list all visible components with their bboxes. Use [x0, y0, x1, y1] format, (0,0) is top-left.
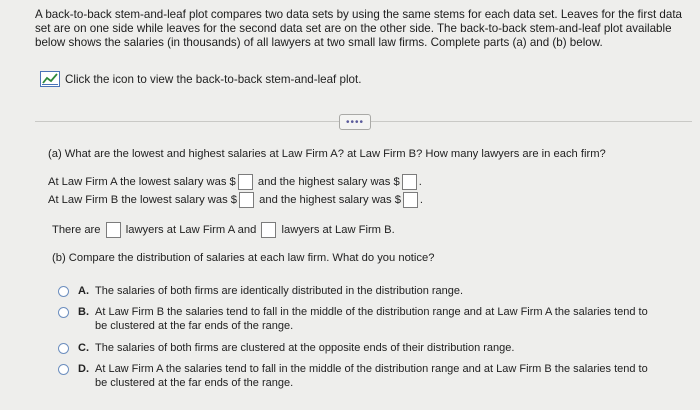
radio-button[interactable] — [58, 343, 69, 354]
option-letter: C. — [78, 342, 89, 354]
option-text: The salaries of both firms are clustered at the opposite ends of their distribution range. — [95, 342, 515, 354]
stem-leaf-link-text[interactable]: Click the icon to view the back-to-back stem-and-leaf plot. — [65, 72, 362, 86]
chart-icon[interactable] — [40, 71, 60, 87]
firm-b-high-label: and the highest salary was $ — [259, 193, 401, 206]
firm-b-count-input[interactable] — [261, 222, 276, 238]
firm-a-high-input[interactable] — [402, 174, 417, 190]
firm-a-low-input[interactable] — [238, 174, 253, 190]
firm-b-high-input[interactable] — [403, 192, 418, 208]
option-d[interactable] — [58, 362, 655, 390]
option-b[interactable] — [58, 305, 655, 333]
firm-b-low-label: At Law Firm B the lowest salary was $ — [48, 193, 238, 206]
stem-leaf-link[interactable] — [40, 71, 361, 87]
lawyers-b-label: lawyers at Law Firm B. — [281, 223, 395, 236]
firm-a-row — [48, 174, 422, 190]
part-b-question: (b) Compare the distribution of salaries at each law firm. What do you notice? — [52, 252, 435, 264]
option-text: At Law Firm A the salaries tend to fall in the middle of the distribution range and at Law Firm B the salaries tend to be clustered at the far ends of the range. — [95, 363, 648, 389]
radio-button[interactable] — [58, 364, 69, 375]
firm-a-count-input[interactable] — [106, 222, 121, 238]
option-letter: A. — [78, 285, 89, 297]
option-letter: D. — [78, 363, 89, 375]
more-button[interactable]: •••• — [339, 114, 371, 130]
firm-b-row — [48, 192, 423, 208]
period: . — [418, 175, 422, 188]
radio-button[interactable] — [58, 307, 69, 318]
option-text: The salaries of both firms are identically distributed in the distribution range. — [95, 285, 464, 297]
part-a-question: (a) What are the lowest and highest salaries at Law Firm A? at Law Firm B? How many lawyers are in each firm? — [48, 148, 606, 160]
firm-a-low-label: At Law Firm A the lowest salary was $ — [48, 175, 236, 188]
there-are-label: There are — [52, 223, 101, 236]
lawyers-a-label: lawyers at Law Firm A and — [125, 223, 257, 236]
option-letter: B. — [78, 306, 89, 318]
firm-b-low-input[interactable] — [239, 192, 254, 208]
period: . — [419, 193, 424, 206]
option-text: At Law Firm B the salaries tend to fall in the middle of the distribution range and at Law Firm A the salaries tend to be clustered at the far ends of the range. — [95, 306, 648, 332]
radio-button[interactable] — [58, 286, 69, 297]
option-c[interactable] — [58, 341, 655, 355]
problem-intro: A back-to-back stem-and-leaf plot compares two data sets by using the same stems for each data set. Leaves for the first data set are on one side while leaves for the second data set are on the other side. The back-to-back stem-and-leaf plot available below shows the salaries (in thousands) of all lawyers at two small law firms. Complete parts (a) and (b) below. — [35, 8, 682, 50]
lawyer-count-row — [52, 222, 395, 238]
option-a[interactable] — [58, 284, 655, 298]
firm-a-high-label: and the highest salary was $ — [257, 175, 400, 188]
